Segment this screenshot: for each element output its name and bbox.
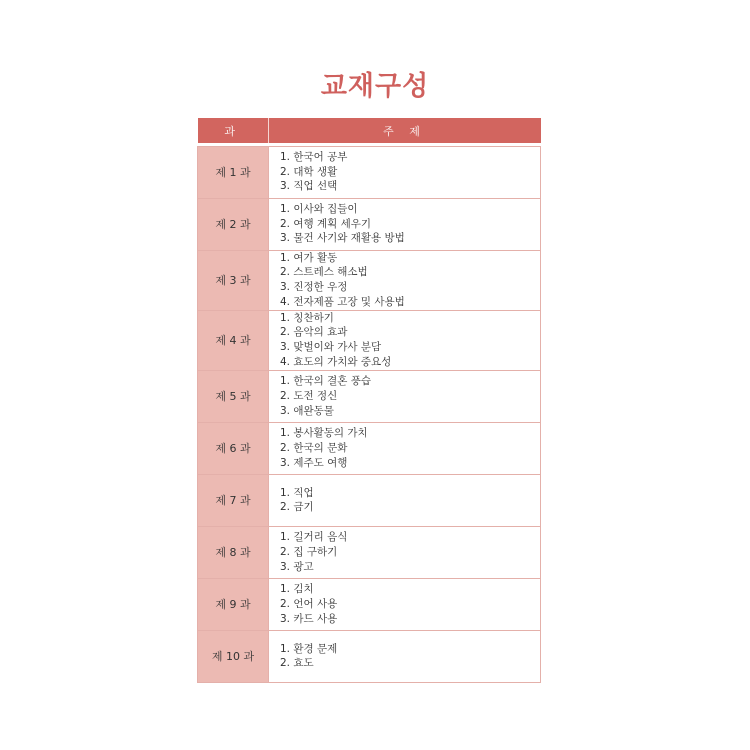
table-row (198, 146, 541, 198)
topic-item: 3. 맞벌이와 가사 분담 (280, 341, 382, 354)
topic-item: 2. 집 구하기 (280, 545, 338, 558)
header-lesson: 과 (198, 118, 269, 143)
lesson-label: 제 3 과 (198, 250, 269, 310)
topic-item: 2. 효도 (280, 657, 314, 670)
topic-item: 4. 전자제품 고장 및 사용법 (280, 295, 405, 308)
topic-item: 3. 애완동물 (280, 404, 334, 417)
topic-list (269, 250, 541, 310)
topic-item: 3. 물건 사기와 재활용 방법 (280, 232, 405, 245)
topic-list (269, 422, 541, 474)
topic-item: 1. 길거리 음식 (280, 531, 348, 544)
topic-list (269, 370, 541, 422)
topic-list (269, 310, 541, 370)
topic-item: 1. 이사와 집들이 (280, 202, 358, 215)
lesson-label: 제 5 과 (198, 370, 269, 422)
topic-item: 3. 직업 선택 (280, 180, 338, 193)
table-body (198, 143, 541, 682)
topic-list (269, 146, 541, 198)
topic-item: 1. 환경 문제 (280, 642, 338, 655)
topic-item: 1. 한국어 공부 (280, 150, 348, 163)
lesson-label: 제 9 과 (198, 578, 269, 630)
topic-item: 2. 스트레스 해소법 (280, 266, 368, 279)
topic-list (269, 474, 541, 526)
header-topic: 주 제 (269, 118, 541, 143)
topic-item: 1. 한국의 결혼 풍습 (280, 375, 372, 388)
table-row (198, 422, 541, 474)
topic-item: 2. 여행 계획 세우기 (280, 217, 372, 230)
lesson-label: 제 8 과 (198, 526, 269, 578)
topic-item: 1. 봉사활동의 가치 (280, 427, 368, 440)
page-title: 교재구성 (320, 71, 430, 102)
topic-item: 2. 언어 사용 (280, 597, 338, 610)
topic-list (269, 198, 541, 250)
topic-item: 1. 김치 (280, 583, 314, 596)
topic-item: 1. 여가 활동 (280, 251, 338, 264)
table-header-row (198, 118, 541, 143)
lesson-label: 제 4 과 (198, 310, 269, 370)
table-row (198, 578, 541, 630)
topic-item: 3. 광고 (280, 560, 314, 573)
topic-item: 3. 카드 사용 (280, 612, 338, 625)
table-row (198, 526, 541, 578)
lesson-label: 제 10 과 (198, 630, 269, 682)
topic-item: 3. 제주도 여행 (280, 456, 348, 469)
table-row (198, 198, 541, 250)
topic-list (269, 526, 541, 578)
lesson-label: 제 1 과 (198, 146, 269, 198)
topic-item: 2. 금기 (280, 501, 314, 514)
topic-item: 2. 음악의 효과 (280, 326, 348, 339)
topic-item: 2. 한국의 문화 (280, 441, 348, 454)
topic-item: 1. 칭찬하기 (280, 311, 334, 324)
curriculum-table (197, 118, 541, 683)
topic-list (269, 630, 541, 682)
topic-item: 2. 도전 정신 (280, 389, 338, 402)
lesson-label: 제 6 과 (198, 422, 269, 474)
table-row (198, 370, 541, 422)
topic-item: 3. 진정한 우정 (280, 281, 348, 294)
topic-item: 1. 직업 (280, 486, 314, 499)
table-row (198, 310, 541, 370)
lesson-label: 제 7 과 (198, 474, 269, 526)
topic-list (269, 578, 541, 630)
topic-item: 2. 대학 생활 (280, 165, 338, 178)
lesson-label: 제 2 과 (198, 198, 269, 250)
table-row (198, 474, 541, 526)
topic-item: 4. 효도의 가치와 중요성 (280, 356, 392, 369)
table-row (198, 630, 541, 682)
table-row (198, 250, 541, 310)
